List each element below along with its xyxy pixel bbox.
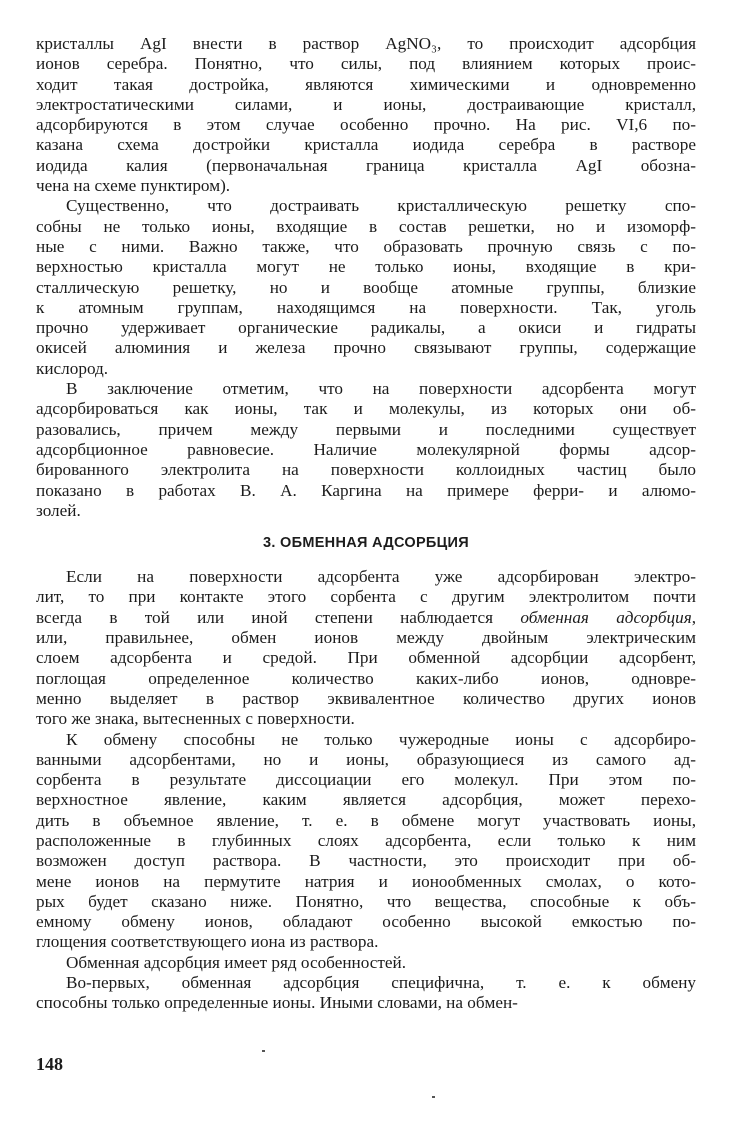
text-line: ходит такая достройка, являются химическими и одновременно [36, 74, 696, 94]
text-line: окисей алюминия и железа прочно связывают группы, содержащие [36, 338, 696, 358]
text-line: того же знака, вытесненных с поверхности. [36, 709, 355, 729]
paragraph [36, 730, 696, 953]
text-line: адсорбционное равновесие. Наличие молекулярной формы адсор- [36, 439, 696, 459]
text-line: слоем адсорбента и средой. При обменной адсорбции адсорбент, [36, 648, 696, 668]
text-line: Обменная адсорбция имеет ряд особенностей. [66, 952, 407, 972]
document-page [36, 34, 696, 1014]
text-line: расположенные в глубинных слоях адсорбента, если только к ним [36, 830, 696, 850]
text-line: верхностью кристалла могут не только ионы, входящие в кри- [36, 257, 696, 277]
text-line: поглощая определенное количество каких-либо ионов, одновре- [36, 668, 696, 688]
paragraph [36, 196, 696, 379]
text-line: лит, то при контакте этого сорбента с другим электролитом почти [36, 587, 696, 607]
text-line: золей. [36, 500, 81, 520]
text-line: К обмену способны не только чужеродные ионы с адсорбиро- [66, 729, 696, 749]
text-line: мене ионов на пермутите натрия и ионообменных смолах, о кото- [36, 871, 696, 891]
text-line: Если на поверхности адсорбента уже адсорбирован электро- [66, 567, 696, 587]
text-line: кристаллы AgI внести в раствор AgNO₃, то происходит адсорбция [36, 34, 696, 53]
text-line: всегда в той или иной степени наблюдается обменная адсорбция, [36, 607, 696, 627]
text-line: чена на схеме пунктиром). [36, 176, 231, 196]
text-line: прочно удерживает органические радикалы, а окиси и гидраты [36, 318, 696, 338]
text-line: глощения соответствующего иона из раствора. [36, 932, 379, 952]
paragraph [36, 973, 696, 1014]
scan-speck [432, 1096, 435, 1098]
scan-speck [262, 1050, 265, 1052]
text-line: адсорбируются в этом случае особенно прочно. На рис. VI,6 по- [36, 115, 696, 135]
text-line: бированного электролита на поверхности коллоидных частиц было [36, 460, 696, 480]
text-line: кислород. [36, 358, 109, 378]
paragraph [36, 34, 696, 196]
text-line: адсорбироваться как ионы, так и молекулы, из которых они об- [36, 399, 696, 419]
text-line: ванными адсорбентами, но и ионы, образующиеся из самого ад- [36, 749, 696, 769]
text-line: ионов серебра. Понятно, что силы, под влиянием которых проис- [36, 54, 696, 74]
text-line: разовались, причем между первыми и последними существует [36, 419, 696, 439]
text-line: сорбента в результате диссоциации его молекул. При этом по- [36, 770, 696, 790]
body-text-after-heading [36, 567, 696, 1014]
text-line: показано в работах В. А. Каргина на примере ферри- и алюмо- [36, 480, 696, 500]
text-line: В заключение отметим, что на поверхности адсорбента могут [66, 379, 696, 399]
paragraph [36, 953, 696, 973]
text-line: ные с ними. Важно также, что образовать прочную связь с по- [36, 236, 696, 256]
text-line: казана схема достройки кристалла иодида серебра в растворе [36, 135, 696, 155]
emphasized-term: обменная адсорбция [520, 607, 692, 627]
text-line: рых будет сказано ниже. Понятно, что вещества, способные к объ- [36, 891, 696, 911]
body-text-before-heading [36, 34, 696, 521]
text-line: иодида калия (первоначальная граница кристалла AgI обозна- [36, 155, 696, 175]
text-line: Во-первых, обменная адсорбция специфична, т. е. к обмену [66, 973, 696, 993]
text-line: или, правильнее, обмен ионов между двойным электрическим [36, 628, 696, 648]
text-line: менно выделяет в раствор эквивалентное количество других ионов [36, 688, 696, 708]
section-heading: 3. ОБМЕННАЯ АДСОРБЦИЯ [263, 535, 469, 552]
text-line: дить в объемное явление, т. е. в обмене могут участвовать ионы, [36, 810, 696, 830]
text-line: электростатическими силами, и ионы, достраивающие кристалл, [36, 94, 696, 114]
text-line: верхностное явление, каким является адсорбция, может перехо- [36, 790, 696, 810]
paragraph [36, 379, 696, 521]
text-line: способны только определенные ионы. Иными словами, на обмен- [36, 993, 518, 1013]
page-number: 148 [36, 1054, 63, 1074]
text-line: собны не только ионы, входящие в состав решетки, но и изоморф- [36, 216, 696, 236]
text-line: к атомным группам, находящимся на поверхности. Так, уголь [36, 297, 696, 317]
text-line: Существенно, что достраивать кристаллическую решетку спо- [66, 196, 696, 216]
text-line: сталлическую решетку, но и вообще атомные группы, близкие [36, 277, 696, 297]
paragraph [36, 567, 696, 729]
text-line: емному обмену ионов, обладают особенно высокой емкостью по- [36, 912, 696, 932]
text-line: возможен доступ раствора. В частности, это происходит при об- [36, 851, 696, 871]
